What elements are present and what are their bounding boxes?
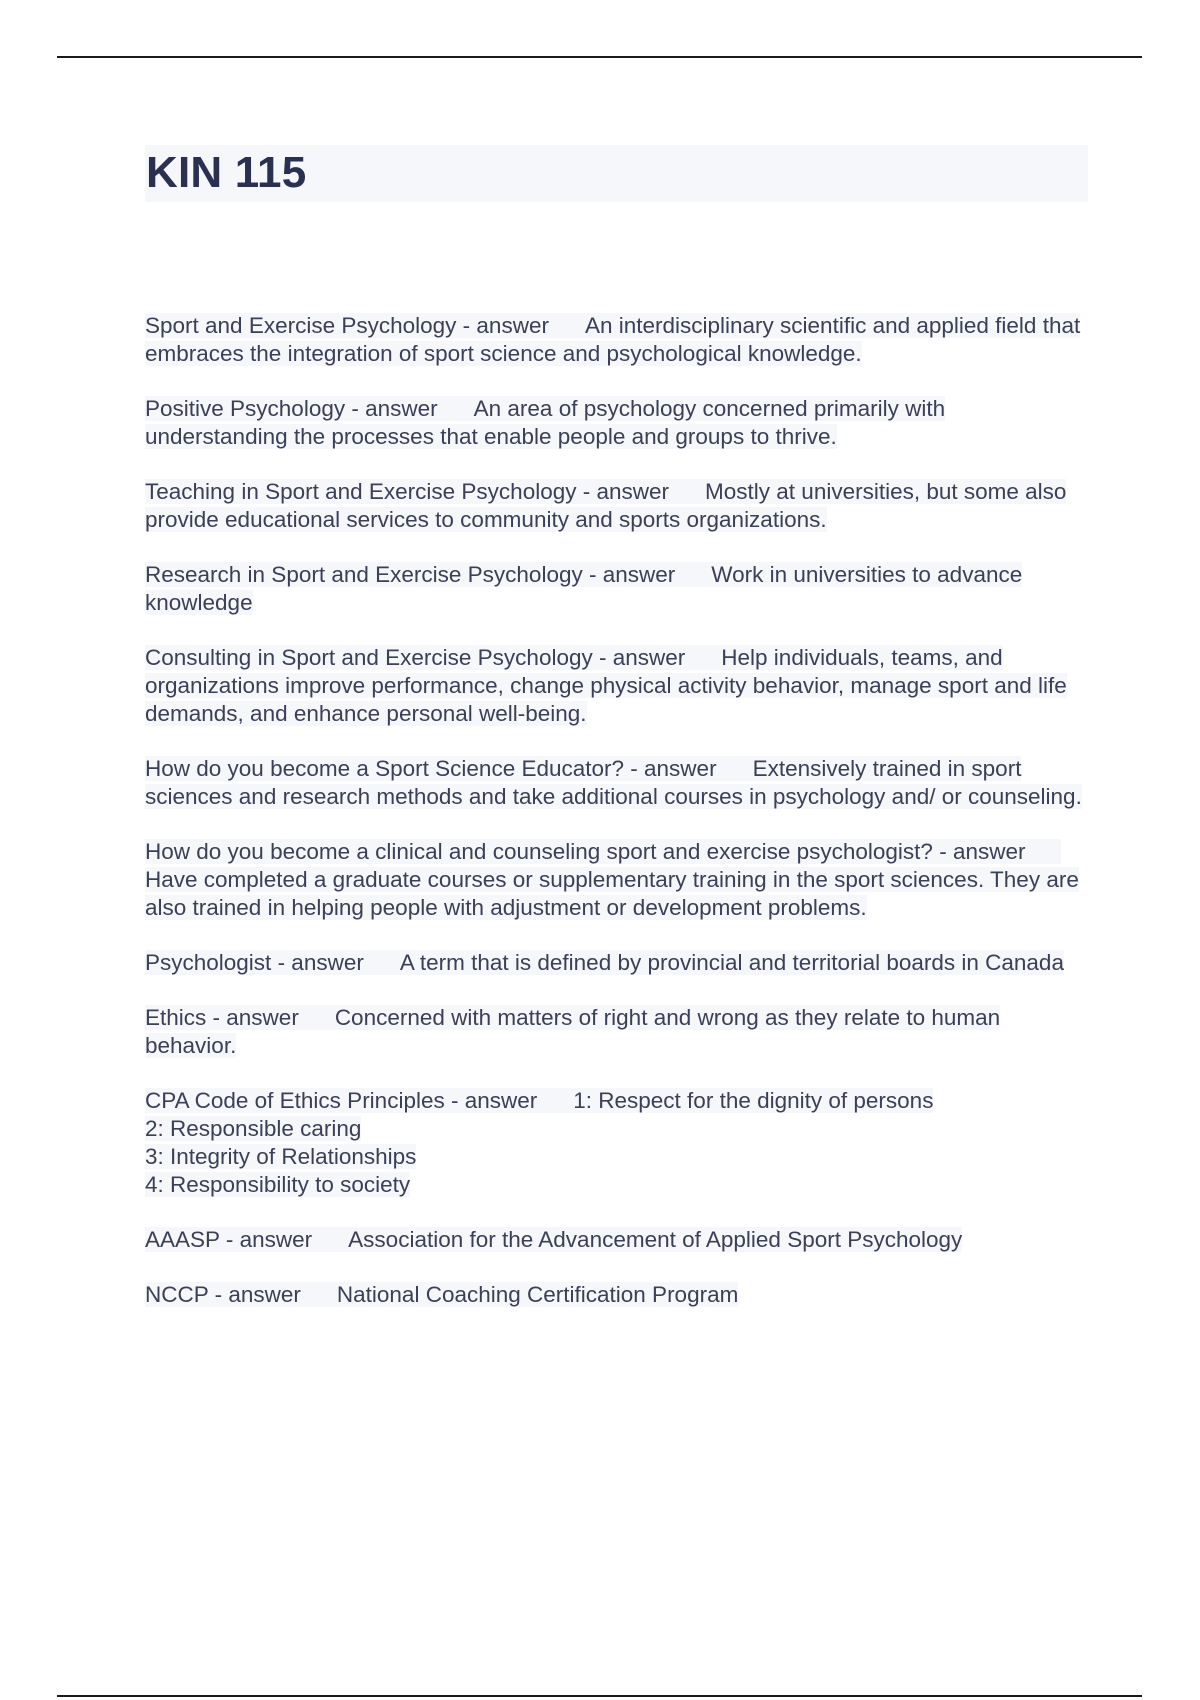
definition: An interdisciplinary scientific and applied field that embraces the integration of sport science and psychological knowledge. bbox=[145, 313, 1081, 366]
list-item bbox=[145, 644, 1090, 728]
term: How do you become a clinical and counseling sport and exercise psychologist? bbox=[145, 839, 933, 864]
definition: Have completed a graduate courses or supplementary training in the sport sciences. They are also trained in helping people with adjustment or development problems. bbox=[145, 867, 1079, 920]
list-item bbox=[145, 312, 1090, 368]
qa-list bbox=[145, 312, 1090, 1336]
list-item bbox=[145, 1281, 1090, 1309]
answer-separator: - answer bbox=[456, 313, 549, 338]
list-item bbox=[145, 561, 1090, 617]
definition: Mostly at universities, but some also provide educational services to community and sports organizations. bbox=[145, 479, 1067, 532]
answer-separator: - answer bbox=[444, 1088, 538, 1113]
list-item bbox=[145, 1226, 1090, 1254]
definition: Association for the Advancement of Applied Sport Psychology bbox=[348, 1227, 963, 1252]
answer-separator: - answer bbox=[624, 756, 717, 781]
term: How do you become a Sport Science Educator? bbox=[145, 756, 625, 781]
top-rule bbox=[57, 56, 1142, 58]
answer-separator: - answer bbox=[219, 1227, 313, 1252]
answer-separator: - answer bbox=[208, 1282, 301, 1307]
list-item bbox=[145, 755, 1090, 811]
definition: Work in universities to advance knowledge bbox=[145, 562, 1023, 615]
term: Consulting in Sport and Exercise Psychology bbox=[145, 645, 593, 670]
answer-separator: - answer bbox=[271, 950, 364, 975]
term: Positive Psychology bbox=[145, 396, 346, 421]
definition: An area of psychology concerned primarily with understanding the processes that enable people and groups to thrive. bbox=[145, 396, 946, 449]
document-title: KIN 115 bbox=[146, 148, 307, 197]
answer-separator: - answer bbox=[592, 645, 686, 670]
answer-separator: - answer bbox=[582, 562, 676, 587]
term: Teaching in Sport and Exercise Psychology bbox=[145, 479, 577, 504]
list-item bbox=[145, 1087, 1090, 1199]
list-item bbox=[145, 395, 1090, 451]
bottom-rule bbox=[57, 1695, 1142, 1697]
answer-separator: - answer bbox=[345, 396, 438, 421]
term: NCCP bbox=[145, 1282, 209, 1307]
list-item bbox=[145, 949, 1090, 977]
term: Psychologist bbox=[145, 950, 272, 975]
list-item bbox=[145, 478, 1090, 534]
definition: Help individuals, teams, and organizations improve performance, change physical activity behavior, manage sport and life demands, and enhance personal well-being. bbox=[145, 645, 1067, 726]
term: Sport and Exercise Psychology bbox=[145, 313, 457, 338]
definition: 1: Respect for the dignity of persons 2: Responsible caring 3: Integrity of Relationships 4: Responsibility to society bbox=[145, 1088, 934, 1197]
list-item bbox=[145, 1004, 1090, 1060]
list-item bbox=[145, 838, 1090, 922]
answer-separator: - answer bbox=[576, 479, 670, 504]
definition: A term that is defined by provincial and territorial boards in Canada bbox=[399, 950, 1064, 975]
answer-separator: - answer bbox=[932, 839, 1026, 864]
definition: Concerned with matters of right and wrong as they relate to human behavior. bbox=[145, 1005, 1001, 1058]
definition: National Coaching Certification Program bbox=[336, 1282, 739, 1307]
answer-separator: - answer bbox=[206, 1005, 299, 1030]
term: CPA Code of Ethics Principles bbox=[145, 1088, 445, 1113]
definition: Extensively trained in sport sciences and research methods and take additional courses in psychology and/ or counseling. bbox=[145, 756, 1082, 809]
term: AAASP bbox=[145, 1227, 220, 1252]
term: Ethics bbox=[145, 1005, 207, 1030]
term: Research in Sport and Exercise Psychology bbox=[145, 562, 583, 587]
